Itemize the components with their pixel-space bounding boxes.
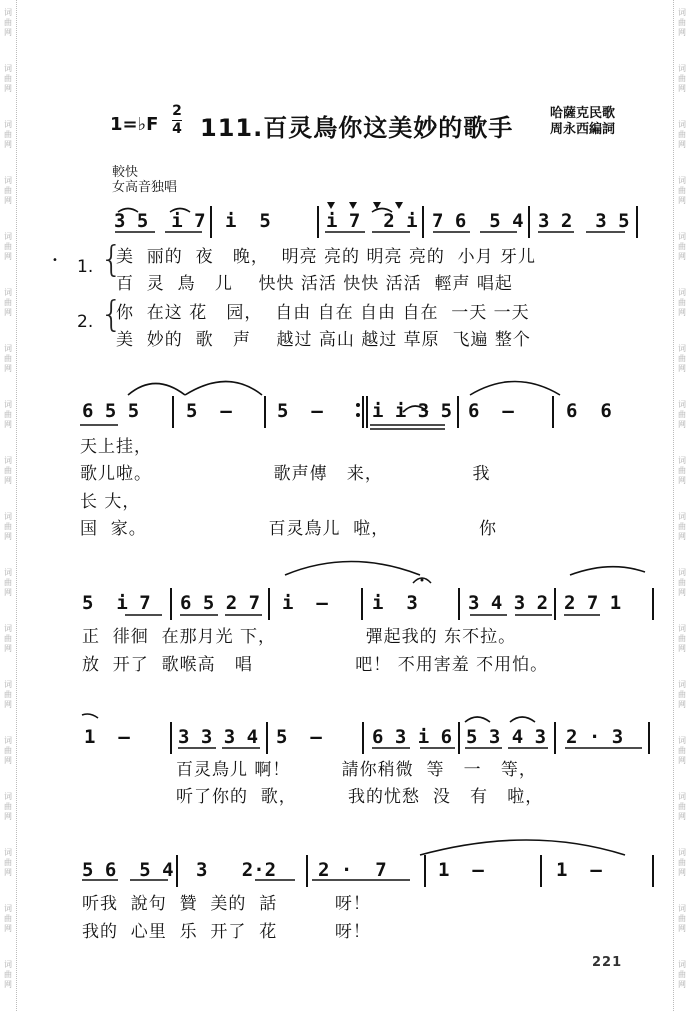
measure: 3 2 3 5 bbox=[538, 210, 630, 232]
watermark-glyph: 词 bbox=[678, 456, 686, 465]
watermark-glyph: 曲 bbox=[4, 914, 12, 923]
barline bbox=[264, 396, 266, 428]
watermark-glyph: 词 bbox=[4, 848, 12, 857]
watermark-glyph: 词 bbox=[4, 624, 12, 633]
watermark-glyph: 词 bbox=[4, 176, 12, 185]
watermark-glyph: 网 bbox=[678, 308, 686, 317]
measure: 6 – bbox=[468, 400, 514, 422]
watermark-glyph: 曲 bbox=[678, 634, 686, 643]
credit-origin: 哈薩克民歌 bbox=[550, 106, 616, 121]
measure: i i 3 5 bbox=[372, 400, 453, 422]
watermark-glyph: 曲 bbox=[678, 410, 686, 419]
watermark-glyph: 网 bbox=[4, 532, 12, 541]
barline bbox=[652, 855, 654, 887]
watermark-glyph: 网 bbox=[4, 140, 12, 149]
watermark-glyph: 网 bbox=[678, 532, 686, 541]
watermark-glyph: 网 bbox=[4, 980, 12, 989]
tempo-performer: 女高音独唱 bbox=[112, 180, 178, 195]
watermark-glyph: 词 bbox=[678, 232, 686, 241]
watermark-glyph: 曲 bbox=[678, 522, 686, 531]
watermark-glyph: 网 bbox=[678, 756, 686, 765]
watermark-glyph: 曲 bbox=[678, 74, 686, 83]
watermark-glyph: 词 bbox=[678, 568, 686, 577]
measure: 6 5 2 7 bbox=[180, 592, 261, 614]
measure: 1 – bbox=[556, 859, 602, 881]
watermark-glyph: 曲 bbox=[678, 690, 686, 699]
repeat-barline bbox=[362, 396, 364, 428]
credit-lyricist: 周永西編詞 bbox=[550, 122, 616, 137]
watermark-glyph: 词 bbox=[4, 344, 12, 353]
watermark-glyph: 网 bbox=[4, 84, 12, 93]
barline bbox=[176, 855, 178, 887]
barline bbox=[170, 722, 172, 754]
watermark-glyph: 词 bbox=[4, 512, 12, 521]
measure: 7 6 5 4 bbox=[432, 210, 524, 232]
measure: 5 6 5 4 bbox=[82, 859, 174, 881]
watermark-glyph: 曲 bbox=[678, 802, 686, 811]
system-5-notes bbox=[0, 855, 690, 885]
watermark-glyph: 词 bbox=[678, 344, 686, 353]
measure: 5 – bbox=[277, 400, 323, 422]
watermark-glyph: 词 bbox=[678, 904, 686, 913]
barline bbox=[361, 588, 363, 620]
watermark-glyph: 曲 bbox=[678, 466, 686, 475]
measure: 5 i 7 bbox=[82, 592, 151, 614]
watermark-glyph: 曲 bbox=[678, 970, 686, 979]
watermark-glyph: 词 bbox=[678, 288, 686, 297]
watermark-glyph: 曲 bbox=[678, 242, 686, 251]
watermark-glyph: 曲 bbox=[4, 970, 12, 979]
watermark-glyph: 曲 bbox=[678, 298, 686, 307]
watermark-glyph: 词 bbox=[4, 120, 12, 129]
tempo-speed: 較快 bbox=[112, 165, 139, 180]
watermark-glyph: 网 bbox=[4, 364, 12, 373]
lyric-line: 正 徘徊 在那月光 下， 彈起我的 东不拉。 bbox=[82, 627, 517, 647]
measure: 3 4 3 2 bbox=[468, 592, 549, 614]
watermark-glyph: 网 bbox=[678, 476, 686, 485]
watermark-glyph: 词 bbox=[678, 680, 686, 689]
watermark-glyph: 网 bbox=[678, 28, 686, 37]
watermark-glyph: 词 bbox=[4, 400, 12, 409]
watermark-glyph: 曲 bbox=[4, 298, 12, 307]
lyric-line: 听了你的 歌， 我的忧愁 没 有 啦， bbox=[176, 787, 544, 807]
watermark-glyph: 网 bbox=[678, 812, 686, 821]
barline bbox=[210, 206, 212, 238]
watermark-glyph: 曲 bbox=[4, 354, 12, 363]
watermark-glyph: 曲 bbox=[4, 746, 12, 755]
barline bbox=[458, 588, 460, 620]
watermark-glyph: 词 bbox=[4, 8, 12, 17]
watermark-glyph: 网 bbox=[678, 196, 686, 205]
watermark-glyph: 曲 bbox=[678, 130, 686, 139]
lyric-line: 歌儿啦。 歌声傳 来， 我 bbox=[80, 464, 491, 484]
barline bbox=[458, 722, 460, 754]
song-header bbox=[110, 100, 650, 150]
lyric-line: 我的 心里 乐 开了 花 呀！ bbox=[82, 922, 371, 942]
barline bbox=[266, 722, 268, 754]
watermark-glyph: 曲 bbox=[4, 410, 12, 419]
barline bbox=[648, 722, 650, 754]
watermark-glyph: 网 bbox=[4, 28, 12, 37]
measure: 2 · 7 bbox=[318, 859, 387, 881]
watermark-glyph: 曲 bbox=[4, 858, 12, 867]
watermark-glyph: 词 bbox=[678, 512, 686, 521]
barline bbox=[317, 206, 319, 238]
time-bottom: 4 bbox=[172, 121, 182, 137]
lyric-line: 你 在这 花 园， 自由 自在 自由 自在 一天 一天 bbox=[116, 303, 530, 323]
watermark-glyph: 网 bbox=[678, 980, 686, 989]
barline bbox=[652, 588, 654, 620]
watermark-glyph: 网 bbox=[678, 700, 686, 709]
watermark-glyph: 网 bbox=[678, 868, 686, 877]
watermark-glyph: 网 bbox=[4, 196, 12, 205]
measure: i 5 bbox=[225, 210, 271, 232]
barline bbox=[424, 855, 426, 887]
watermark-glyph: 曲 bbox=[678, 354, 686, 363]
time-signature bbox=[172, 104, 182, 137]
watermark-glyph: 词 bbox=[678, 176, 686, 185]
barline bbox=[306, 855, 308, 887]
watermark-glyph: 网 bbox=[4, 868, 12, 877]
watermark-glyph: 词 bbox=[4, 792, 12, 801]
watermark-glyph: 曲 bbox=[4, 634, 12, 643]
watermark-glyph: 网 bbox=[4, 420, 12, 429]
lyric-line: 听我 說句 贊 美的 話 呀！ bbox=[82, 894, 371, 914]
watermark-glyph: 网 bbox=[4, 644, 12, 653]
lyric-line: 美 丽的 夜 晚， 明亮 亮的 明亮 亮的 小月 牙儿 bbox=[116, 247, 537, 267]
lyric-line: 长 大， bbox=[80, 492, 141, 512]
watermark-glyph: 曲 bbox=[678, 578, 686, 587]
watermark-glyph: 词 bbox=[678, 400, 686, 409]
barline bbox=[554, 588, 556, 620]
watermark-glyph: 曲 bbox=[4, 802, 12, 811]
watermark-glyph: 曲 bbox=[4, 186, 12, 195]
watermark-glyph: 网 bbox=[678, 84, 686, 93]
watermark-glyph: 曲 bbox=[4, 74, 12, 83]
verse-number-2: 2. bbox=[77, 312, 94, 332]
key-signature: 1=♭F bbox=[110, 114, 159, 135]
measure: 3 5 i 7 bbox=[114, 210, 206, 232]
watermark-glyph: 网 bbox=[678, 140, 686, 149]
watermark-glyph: 网 bbox=[678, 644, 686, 653]
lyric-line: 百 灵 鳥 儿 快快 活活 快快 活活 輕声 唱起 bbox=[116, 274, 513, 294]
barline bbox=[268, 588, 270, 620]
watermark-glyph: 词 bbox=[678, 736, 686, 745]
watermark-glyph: 词 bbox=[4, 288, 12, 297]
watermark-glyph: 网 bbox=[678, 924, 686, 933]
lyric-line: 百灵鳥儿 啊！ 請你稍微 等 一 等， bbox=[176, 760, 537, 780]
watermark-glyph: 词 bbox=[4, 736, 12, 745]
watermark-glyph: 词 bbox=[678, 120, 686, 129]
lyric-line: 美 妙的 歌 声 越过 高山 越过 草原 飞遍 整个 bbox=[116, 330, 531, 350]
watermark-glyph: 曲 bbox=[678, 746, 686, 755]
watermark-glyph: 网 bbox=[4, 924, 12, 933]
watermark-glyph: 网 bbox=[678, 588, 686, 597]
page-number: 221 bbox=[592, 955, 623, 970]
watermark-glyph: 网 bbox=[4, 756, 12, 765]
measure: 3 3 3 4 bbox=[178, 726, 259, 748]
watermark-glyph: 曲 bbox=[678, 18, 686, 27]
watermark-glyph: 词 bbox=[678, 960, 686, 969]
barline bbox=[170, 588, 172, 620]
watermark-glyph: 曲 bbox=[4, 522, 12, 531]
measure: 1 – bbox=[84, 726, 130, 748]
barline bbox=[528, 206, 530, 238]
watermark-glyph: 曲 bbox=[678, 858, 686, 867]
system-4-notes bbox=[0, 722, 690, 752]
watermark-glyph: 词 bbox=[678, 792, 686, 801]
watermark-glyph: 曲 bbox=[678, 186, 686, 195]
tempo-marking bbox=[112, 165, 177, 195]
watermark-glyph: 网 bbox=[4, 476, 12, 485]
watermark-glyph: 词 bbox=[4, 680, 12, 689]
measure: 6 3 i 6 bbox=[372, 726, 453, 748]
watermark-glyph: 曲 bbox=[4, 690, 12, 699]
watermark-glyph: 词 bbox=[678, 848, 686, 857]
song-credits bbox=[550, 106, 615, 138]
watermark-glyph: 词 bbox=[4, 456, 12, 465]
measure: 3 2·2 bbox=[196, 859, 277, 881]
watermark-glyph: 词 bbox=[678, 8, 686, 17]
barline bbox=[540, 855, 542, 887]
watermark-glyph: 网 bbox=[678, 420, 686, 429]
watermark-glyph: 曲 bbox=[4, 466, 12, 475]
watermark-glyph: 曲 bbox=[4, 242, 12, 251]
watermark-glyph: 曲 bbox=[4, 578, 12, 587]
barline bbox=[172, 396, 174, 428]
time-top: 2 bbox=[172, 103, 182, 119]
lyric-line: 天上挂， bbox=[80, 437, 152, 457]
watermark-glyph: 网 bbox=[4, 252, 12, 261]
lyric-line: 放 开了 歌喉高 唱 吧！ 不用害羞 不用怕。 bbox=[82, 655, 549, 675]
watermark-glyph: 曲 bbox=[678, 914, 686, 923]
watermark-glyph: 词 bbox=[4, 64, 12, 73]
measure: 6 5 5 bbox=[82, 400, 140, 422]
measure: 1 – bbox=[438, 859, 484, 881]
measure: 5 3 4 3 bbox=[466, 726, 547, 748]
measure: i – bbox=[282, 592, 328, 614]
repeat-barline bbox=[366, 396, 368, 428]
measure: 5 – bbox=[276, 726, 322, 748]
barline bbox=[422, 206, 424, 238]
verse-number-1: 1. bbox=[77, 257, 94, 277]
watermark-glyph: 词 bbox=[678, 64, 686, 73]
measure: 2 · 3 bbox=[566, 726, 624, 748]
watermark-glyph: 词 bbox=[4, 960, 12, 969]
watermark-glyph: 词 bbox=[4, 568, 12, 577]
system-3-notes bbox=[0, 588, 690, 618]
measure: 5 – bbox=[186, 400, 232, 422]
system-1-notes bbox=[0, 206, 690, 236]
measure: 6 6 bbox=[566, 400, 612, 422]
watermark-glyph: 网 bbox=[678, 364, 686, 373]
song-title: 111.百灵鳥你这美妙的歌手 bbox=[200, 114, 514, 142]
barline bbox=[554, 722, 556, 754]
watermark-glyph: 网 bbox=[4, 700, 12, 709]
measure: 2 7 1 bbox=[564, 592, 622, 614]
barline bbox=[457, 396, 459, 428]
barline bbox=[362, 722, 364, 754]
watermark-glyph: 网 bbox=[4, 308, 12, 317]
barline bbox=[552, 396, 554, 428]
system-2-notes bbox=[0, 396, 690, 426]
watermark-glyph: 网 bbox=[4, 588, 12, 597]
lyric-line: 国 家。 百灵鳥儿 啦， 你 bbox=[80, 519, 497, 539]
measure: i 7 2 i bbox=[326, 210, 418, 232]
watermark-glyph: 曲 bbox=[4, 130, 12, 139]
watermark-glyph: 词 bbox=[4, 904, 12, 913]
barline bbox=[636, 206, 638, 238]
watermark-glyph: 网 bbox=[678, 252, 686, 261]
watermark-glyph: 词 bbox=[678, 624, 686, 633]
watermark-glyph: 网 bbox=[4, 812, 12, 821]
measure: i 3 bbox=[372, 592, 418, 614]
watermark-glyph: 词 bbox=[4, 232, 12, 241]
watermark-glyph: 曲 bbox=[4, 18, 12, 27]
